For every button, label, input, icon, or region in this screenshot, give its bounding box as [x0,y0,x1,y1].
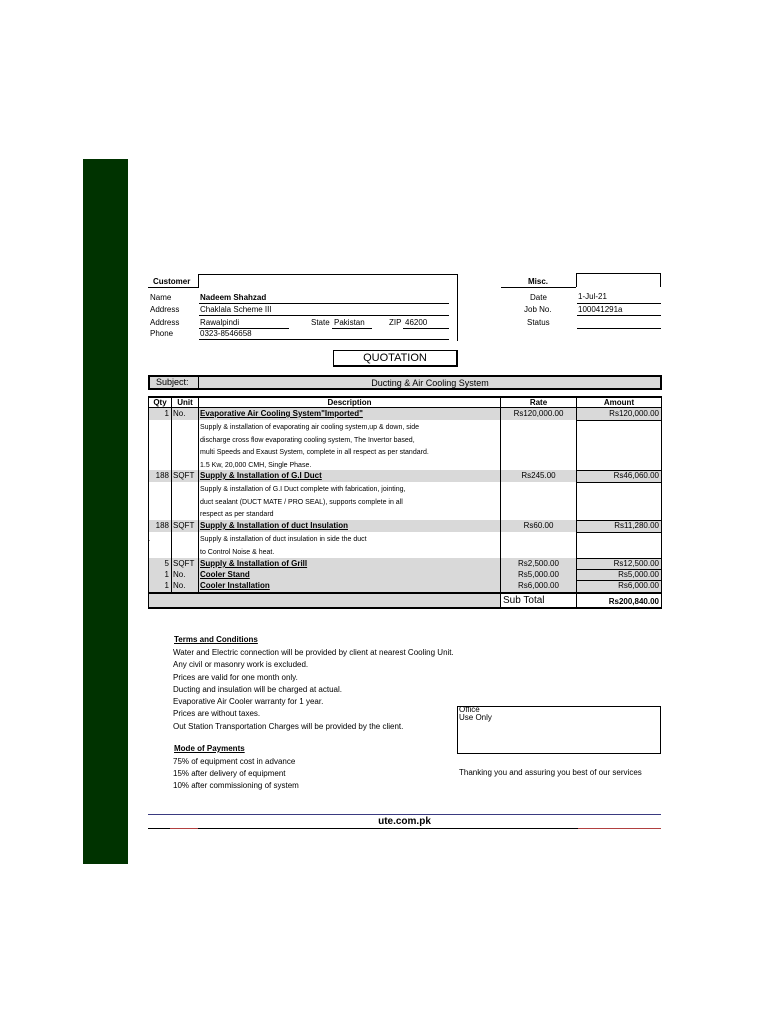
list-item: 15% after delivery of equipment [173,769,286,778]
list-item: 10% after commissioning of system [173,781,299,790]
footer-accent-left [170,828,198,829]
customer-top-rule [198,274,457,275]
customer-heading: Customer [153,277,191,286]
misc-heading: Misc. [528,277,549,286]
subject-label: Subject: [156,377,189,387]
detail-line: duct sealant (DUCT MATE / PRO SEAL), supports complete in all [200,498,403,506]
payments-heading: Mode of Payments [174,744,245,753]
subtotal-label: Sub Total [503,595,545,606]
office-use-only-label: Use Only [459,713,492,722]
table-row-qty: 188 [155,471,169,480]
payments-list [173,756,299,792]
table-row-amount: Rs6,000.00 [618,581,659,590]
col-divider-unit [198,396,199,593]
table-row-title: Cooler Stand [200,570,250,579]
customer-city: Rawalpindi [200,318,240,327]
table-row-amount: Rs120,000.00 [609,409,659,418]
date-rule [577,303,661,304]
item-3-marker: . [148,534,151,543]
detail-line: Supply & installation of duct insulation in side the duct [200,536,367,543]
detail-line: multi Speeds and Exaust System, complete in all respect as per standard. [200,449,429,456]
detail-line: 1.5 Kw, 20,000 CMH, Single Phase. [200,461,312,469]
customer-zip: 46200 [405,318,428,327]
table-row-rate: Rs245.00 [521,471,556,480]
table-row-rate: Rs6,000.00 [518,581,559,590]
table-row-unit: No. [173,409,186,418]
office-use-box [457,706,661,754]
customer-name: Nadeem Shahzad [200,293,267,302]
zip-label: ZIP [389,318,402,327]
customer-heading-rule [148,287,198,288]
status-rule [577,328,661,329]
subtotal-amount: Rs200,840.00 [608,597,659,606]
table-row-rate: Rs2,500.00 [518,559,559,568]
status-label: Status [527,318,550,327]
item-2-details [200,484,405,522]
side-color-band [83,159,128,864]
amount-rule-3 [576,532,661,533]
customer-box-left [198,274,199,288]
item-3-details [200,534,367,559]
customer-state: Pakistan [334,318,365,327]
list-item: Out Station Transportation Charges will be provided by the client. [173,721,404,731]
misc-top-rule [576,273,661,274]
state-label: State [311,318,330,327]
phone-rule [199,339,449,340]
col-header-unit: Unit [177,398,193,407]
col-header-qty: Qty [153,398,167,407]
table-row-title: Cooler Installation [200,581,270,590]
table-row-amount: Rs11,280.00 [614,521,659,530]
date-label: Date [530,293,547,302]
list-item: Ducting and insulation will be charged at actual. [173,684,342,694]
table-row-unit: SQFT [173,559,195,568]
amount-rule-1 [576,420,661,421]
table-row-title: Supply & Installation of duct Insulation [200,521,348,530]
misc-heading-rule [501,287,576,288]
customer-phone: 0323-8546658 [200,329,252,338]
table-row-amount: Rs12,500.00 [613,559,659,568]
misc-date: 1-Jul-21 [578,292,607,301]
footer-top-rule [148,814,661,815]
name-label: Name [150,293,172,302]
item-1-details [200,422,429,472]
table-row-title: Evaporative Air Cooling System"Imported" [200,409,363,418]
table-row-unit: SQFT [173,471,195,480]
table-row-qty: 1 [164,581,169,590]
thanks-note: Thanking you and assuring you best of our services [459,768,642,777]
col-header-description: Description [327,398,372,407]
table-row-unit: SQFT [173,521,195,530]
phone-label: Phone [150,329,174,338]
state-rule [332,328,372,329]
col-header-rate: Rate [529,398,548,407]
misc-job-no: 100041291a [578,305,623,314]
list-item: Any civil or masonry work is excluded. [173,660,309,670]
job-label: Job No. [524,305,552,314]
address-rule [199,315,449,316]
list-item: Evaporative Air Cooler warranty for 1 year. [173,697,324,707]
customer-address: Chaklala Scheme III [200,305,272,314]
table-row-amount: Rs5,000.00 [618,570,659,579]
office-label: Office [459,705,480,714]
detail-line: discharge cross flow evaporating cooling system, The Invertor based, [200,436,415,444]
zip-rule [403,328,449,329]
customer-box-right [457,274,458,341]
table-row-title: Supply & Installation of G.I Duct [200,471,322,480]
table-row-title: Supply & Installation of Grill [200,559,308,568]
table-row-qty: 188 [155,521,169,530]
quotation-title: QUOTATION [333,350,458,367]
table-row-rate: Rs60.00 [523,521,554,530]
terms-heading: Terms and Conditions [174,635,258,644]
table-row-qty: 1 [164,570,169,579]
detail-line: Supply & installation of G.I Duct complete with fabrication, jointing, [200,486,406,493]
address2-label: Address [150,318,180,327]
table-row-rate: Rs120,000.00 [513,409,564,418]
col-divider-qty [171,396,172,593]
list-item: 75% of equipment cost in advance [173,757,296,766]
table-row-amount: Rs46,060.00 [613,471,659,480]
footer-accent-right [578,828,661,829]
detail-line: respect as per standard [200,511,274,518]
table-row-qty: 1 [164,409,169,418]
misc-box-right [660,273,661,287]
table-row-unit: No. [173,570,186,579]
amount-rule-2 [576,482,661,483]
list-item: Water and Electric connection will be provided by client at nearest Cooling Unit. [173,648,454,657]
address-label: Address [150,305,180,314]
subtotal-top-rule [148,592,662,594]
col-header-amount: Amount [603,398,635,407]
name-rule [199,303,449,304]
table-row-qty: 5 [164,559,169,568]
detail-line: Supply & installation of evaporating air cooling system,up & down, side [200,424,420,431]
list-item: Prices are valid for one month only. [173,672,298,682]
subject-value: Ducting & Air Cooling System [371,378,489,388]
misc-box-left [576,273,577,287]
subtotal-row-bg [149,592,500,607]
table-row-unit: No. [173,581,186,590]
list-item: Prices are without taxes. [173,709,261,719]
detail-line: to Control Noise & heat. [200,548,275,556]
job-rule [577,315,661,316]
terms-list [173,647,454,733]
table-row-rate: Rs5,000.00 [518,570,559,579]
footer-website: ute.com.pk [378,816,431,827]
